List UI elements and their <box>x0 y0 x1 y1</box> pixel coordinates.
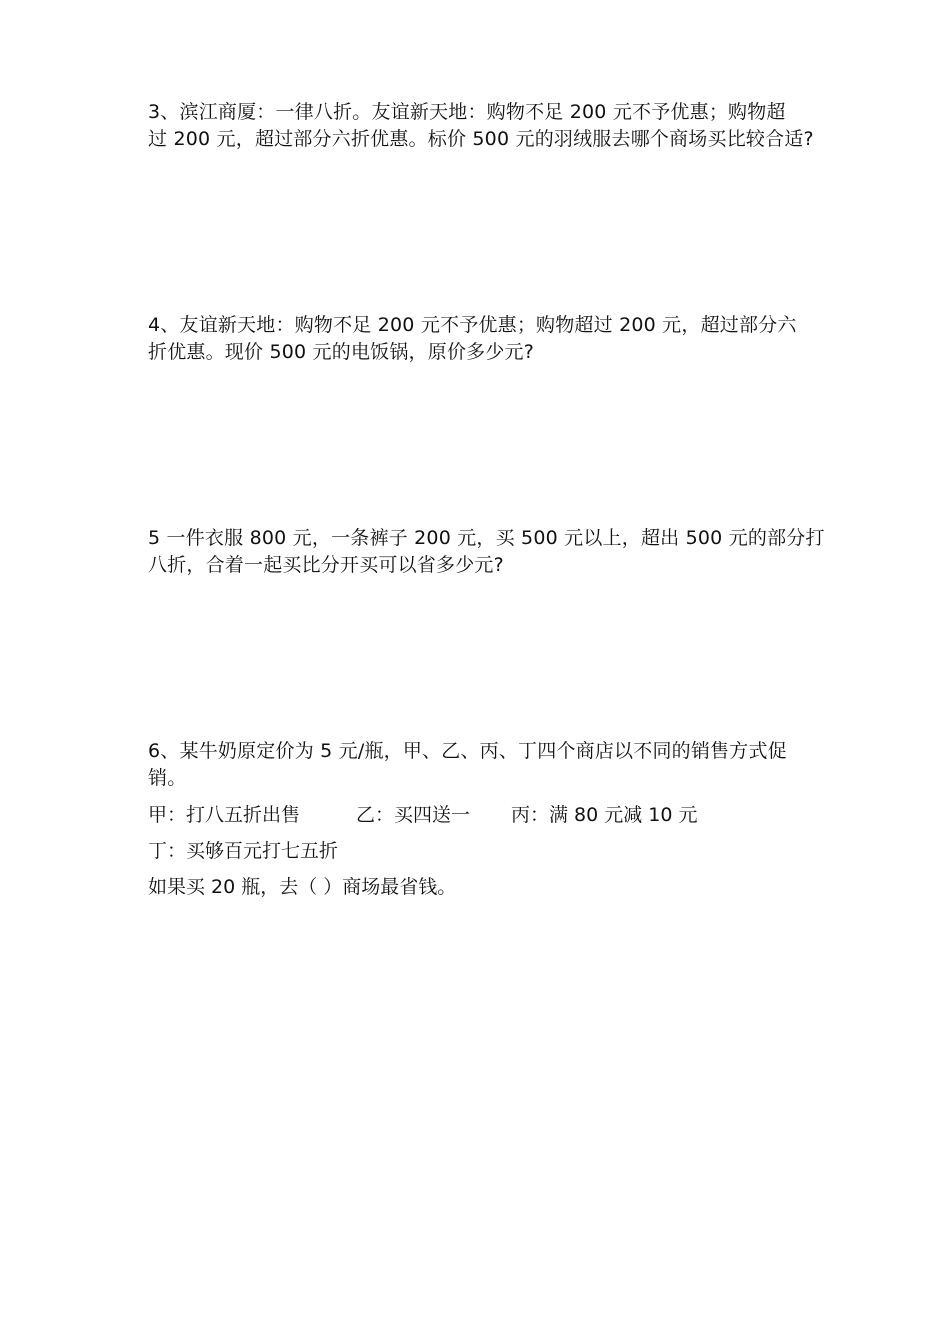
option-ding: 丁：买够百元打七五折 <box>148 840 339 862</box>
question-4-line-2: 折优惠。现价 500 元的电饭锅，原价多少元? <box>148 341 535 363</box>
question-3 <box>148 99 828 153</box>
question-5 <box>148 525 828 579</box>
question-5-line-1: 5 一件衣服 800 元，一条裤子 200 元，买 500 元以上，超出 500 元的部分打 <box>148 527 825 549</box>
question-6-options-row <box>148 802 698 829</box>
question-6-option-ding-row <box>148 838 338 865</box>
question-6-line-1: 6、某牛奶原定价为 5 元/瓶，甲、乙、丙、丁四个商店以不同的销售方式促 <box>148 740 787 762</box>
question-3-line-2: 过 200 元，超过部分六折优惠。标价 500 元的羽绒服去哪个商场买比较合适? <box>148 128 814 150</box>
question-6-line-2: 销。 <box>148 767 187 789</box>
question-6 <box>148 738 828 792</box>
question-4 <box>148 312 828 366</box>
question-4-line-1: 4、友谊新天地：购物不足 200 元不予优惠；购物超过 200 元，超过部分六 <box>148 314 797 336</box>
option-bing: 丙：满 80 元减 10 元 <box>511 804 698 826</box>
question-3-line-1: 3、滨江商厦：一律八折。友谊新天地：购物不足 200 元不予优惠；购物超 <box>148 101 786 123</box>
question-6-prompt-text: 如果买 20 瓶，去（ ）商场最省钱。 <box>148 876 457 898</box>
question-5-line-2: 八折，合着一起买比分开买可以省多少元? <box>148 554 504 576</box>
question-6-prompt <box>148 874 456 901</box>
option-jia: 甲：打八五折出售 <box>148 804 301 826</box>
option-yi: 乙：买四送一 <box>356 804 471 826</box>
